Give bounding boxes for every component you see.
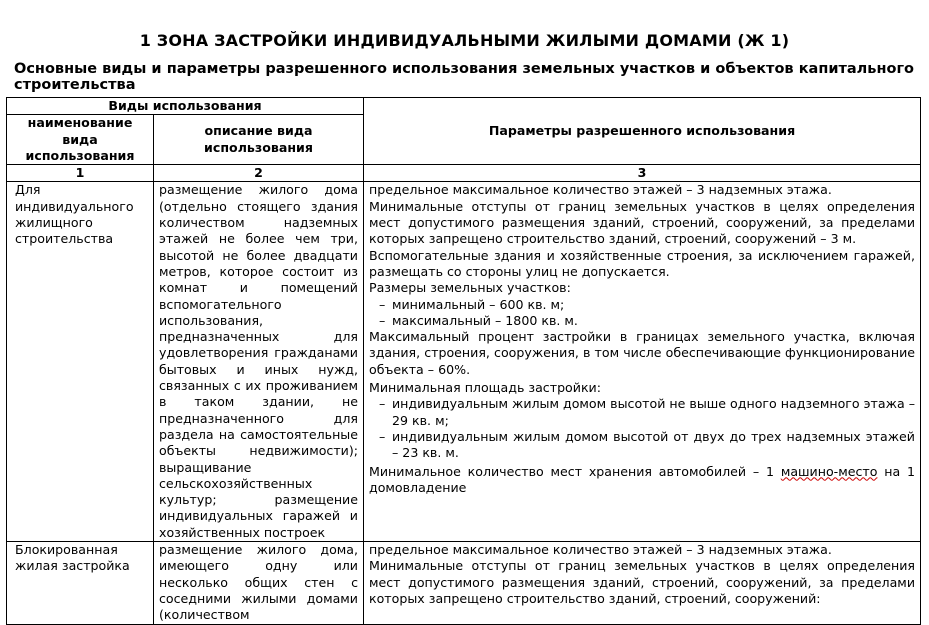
header-params: Параметры разрешенного использования: [364, 98, 921, 165]
usage-params: [364, 182, 921, 542]
header-group-usage-types: Виды использования: [7, 98, 364, 115]
param-floors: предельное максимальное количество этажей – 3 надземных этажа.: [369, 542, 832, 558]
usage-description: размещение жилого дома, имеющего одну или несколько общих стен с соседними жилыми домами (количеством: [154, 542, 364, 624]
list-item: – индивидуальным жилым домом высотой не выше одного надземного этажа – 29 кв. м;: [369, 396, 915, 429]
usage-params: [364, 542, 921, 624]
list-item: – максимальный – 1800 кв. м.: [369, 313, 915, 329]
list-item: – индивидуальным жилым домом высотой от двух до трех надземных этажей – 23 кв. м.: [369, 429, 915, 462]
min-area-list: [369, 396, 915, 461]
header-usage-name: наименование вида использования: [7, 115, 154, 165]
param-setbacks: Минимальные отступы от границ земельных участков в целях определения мест допустимого размещения зданий, строений, сооружений, за пределами которых запрещено строительство зданий, строений, сооружений:: [369, 558, 915, 606]
param-min-building-area: Минимальная площадь застройки:: [369, 380, 601, 396]
param-max-coverage: Максимальный процент застройки в границах земельного участка, включая здания, строения, сооружения, в том числе обеспечивающие функционирование объекта – 60%.: [369, 329, 915, 377]
table-row: [7, 182, 921, 542]
page-title: 1 ЗОНА ЗАСТРОЙКИ ИНДИВИДУАЛЬНЫМИ ЖИЛЫМИ ДОМАМИ (Ж 1): [139, 31, 790, 50]
param-setbacks: Минимальные отступы от границ земельных участков в целях определения мест допустимого размещения зданий, строений, сооружений, за пределами которых запрещено строительство зданий, строений, сооружений – 3 м.: [369, 198, 915, 247]
usage-name: Блокированная жилая застройка: [7, 542, 154, 624]
param-floors: предельное максимальное количество этажей – 3 надземных этажа.: [369, 182, 832, 198]
param-auxiliary-buildings: Вспомогательные здания и хозяйственные строения, за исключением гаражей, размещать со стороны улиц не допускается.: [369, 247, 915, 279]
usage-description: размещение жилого дома (отдельно стоящего здания количеством надземных этажей не более чем три, высотой не более двадцати метров, которое состоит из комнат и помещений вспомогательного использования, предназначенных для удовлетворения гражданами бытовых и иных нужд, связанных с их проживанием в таком здании, не предназначенного для раздела на самостоятельные объекты недвижимости); выращивание сельскохозяйственных культур; размещение индивидуальных гаражей и хозяйственных построек: [154, 182, 364, 542]
header-usage-description: описание вида использования: [154, 115, 364, 165]
param-plot-sizes: Размеры земельных участков:: [369, 280, 571, 296]
column-number-1: 1: [7, 165, 154, 182]
zoning-table: [6, 97, 921, 625]
param-parking: Минимальное количество мест хранения автомобилей – 1 машино-место на 1 домовладение: [369, 463, 915, 495]
usage-name: Для индивидуального жилищного строительства: [7, 182, 154, 542]
table-row: [7, 542, 921, 624]
plot-sizes-list: [369, 297, 915, 330]
list-item: – минимальный – 600 кв. м;: [369, 297, 915, 313]
column-number-3: 3: [364, 165, 921, 182]
section-subtitle: Основные виды и параметры разрешенного использования земельных участков и объектов капитального строительства: [14, 61, 914, 93]
column-number-2: 2: [154, 165, 364, 182]
